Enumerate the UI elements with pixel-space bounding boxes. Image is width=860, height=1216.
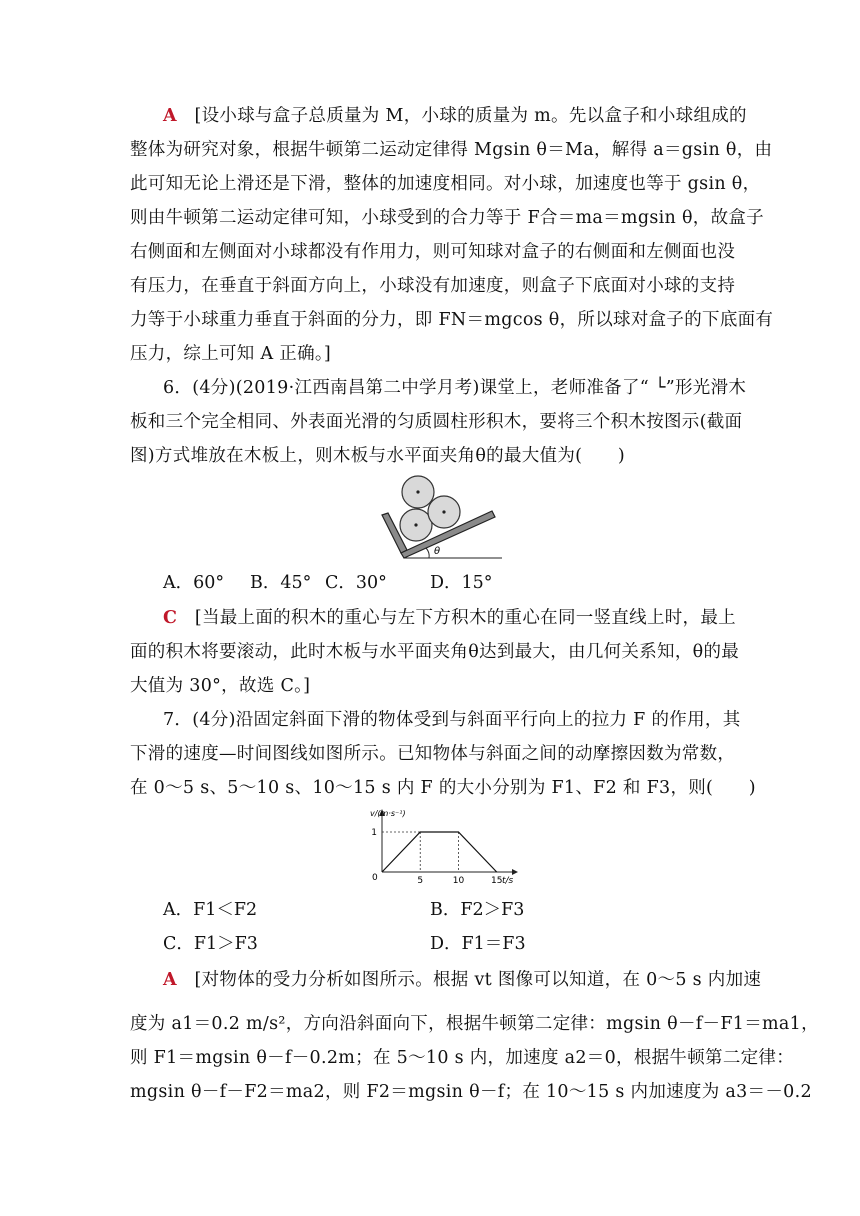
answer7-letter: A xyxy=(163,970,177,990)
answer5-line-8: 压力，综上可知 A 正确。] xyxy=(130,344,332,364)
answer7-line-2: 度为 a1＝0.2 m/s²，方向沿斜面向下，根据牛顿第二定律：mgsin θ－f－F1＝ma1， xyxy=(130,1014,819,1034)
answer5-line-4: 则由牛顿第二运动定律可知，小球受到的合力等于 F合＝ma＝mgsin θ，故盒子 xyxy=(130,208,764,228)
q7-line-1: 7．(4分)沿固定斜面下滑的物体受到与斜面平行向上的拉力 F 的作用，其 xyxy=(163,710,741,730)
answer5-line-7: 力等于小球重力垂直于斜面的分力，即 FN＝mgcos θ，所以球对盒子的下底面有 xyxy=(130,310,774,330)
answer6-text: [当最上面的积木的重心与左下方积木的重心在同一竖直线上时，最上 xyxy=(194,608,736,628)
y-axis-label: v/(m·s⁻¹) xyxy=(370,809,406,818)
q6-option-c: C．30° xyxy=(325,573,387,593)
origin-label: 0 xyxy=(372,873,378,883)
x-axis-label: t/s xyxy=(502,876,514,886)
answer7-line-3: 则 F1＝mgsin θ－f－0.2m；在 5～10 s 内，加速度 a2＝0，根据牛顿第二定律： xyxy=(130,1048,795,1068)
q6-figure xyxy=(380,470,510,560)
q6-line-3: 图)方式堆放在木板上，则木板与水平面夹角θ的最大值为( ) xyxy=(130,446,626,466)
q6-option-b: B．45° xyxy=(250,573,312,593)
x-tick-label: 15 xyxy=(490,876,503,886)
q7-line-2: 下滑的速度—时间图线如图所示。已知物体与斜面之间的动摩擦因数为常数， xyxy=(130,744,736,764)
answer5-line-1 xyxy=(163,104,747,128)
x-tick-label: 5 xyxy=(417,876,424,886)
vt-chart xyxy=(352,804,532,888)
answer6-line-2: 面的积木将要滚动，此时木板与水平面夹角θ达到最大，由几何关系知，θ的最 xyxy=(130,642,740,662)
answer6-line-3: 大值为 30°，故选 C。] xyxy=(130,676,311,696)
q6-line-2: 板和三个完全相同、外表面光滑的匀质圆柱形积木，要将三个积木按图示(截面 xyxy=(130,412,743,432)
q6-option-d: D．15° xyxy=(430,573,493,593)
answer7-text: [对物体的受力分析如图所示。根据 vt 图像可以知道，在 0～5 s 内加速 xyxy=(194,970,762,990)
q7-line-3: 在 0～5 s、5～10 s、10～15 s 内 F 的大小分别为 F1、F2 和 F3，则( ) xyxy=(130,778,756,798)
q7-option-b: B．F2＞F3 xyxy=(430,900,525,920)
y-tick-label: 1 xyxy=(371,828,377,838)
x-tick-label: 10 xyxy=(452,876,465,886)
q6-option-a: A．60° xyxy=(163,573,225,593)
answer6-line-1 xyxy=(163,606,736,630)
answer5-line-6: 有压力，在垂直于斜面方向上，小球没有加速度，则盒子下底面对小球的支持 xyxy=(130,276,736,296)
q7-option-c: C．F1＞F3 xyxy=(163,934,258,954)
q7-option-d: D．F1＝F3 xyxy=(430,934,526,954)
answer5-line-5: 右侧面和左侧面对小球都没有作用力，则可知球对盒子的右侧面和左侧面也没 xyxy=(130,242,736,262)
angle-arc xyxy=(426,548,429,558)
answer5-text: [设小球与盒子总质量为 M，小球的质量为 m。先以盒子和小球组成的 xyxy=(194,106,747,126)
x-axis-arrow xyxy=(512,869,518,875)
q7-option-a: A．F1＜F2 xyxy=(163,900,258,920)
answer6-letter: C xyxy=(163,608,178,628)
answer7-line-4: mgsin θ－f－F2＝ma2，则 F2＝mgsin θ－f；在 10～15 s 内加速度为 a3＝－0.2 xyxy=(130,1082,812,1102)
series-line xyxy=(382,832,497,872)
answer5-letter: A xyxy=(163,106,177,126)
answer7-line-1 xyxy=(163,968,761,992)
q6-line-1: 6．(4分)(2019·江西南昌第二中学月考)课堂上，老师准备了“ └”形光滑木 xyxy=(163,378,747,398)
theta-label: θ xyxy=(434,546,441,557)
answer5-line-2: 整体为研究对象，根据牛顿第二运动定律得 Mgsin θ＝Ma，解得 a＝gsin θ，由 xyxy=(130,140,773,160)
guide-lines xyxy=(382,832,458,872)
answer5-line-3: 此可知无论上滑还是下滑，整体的加速度相同。对小球，加速度也等于 gsin θ， xyxy=(130,174,761,194)
